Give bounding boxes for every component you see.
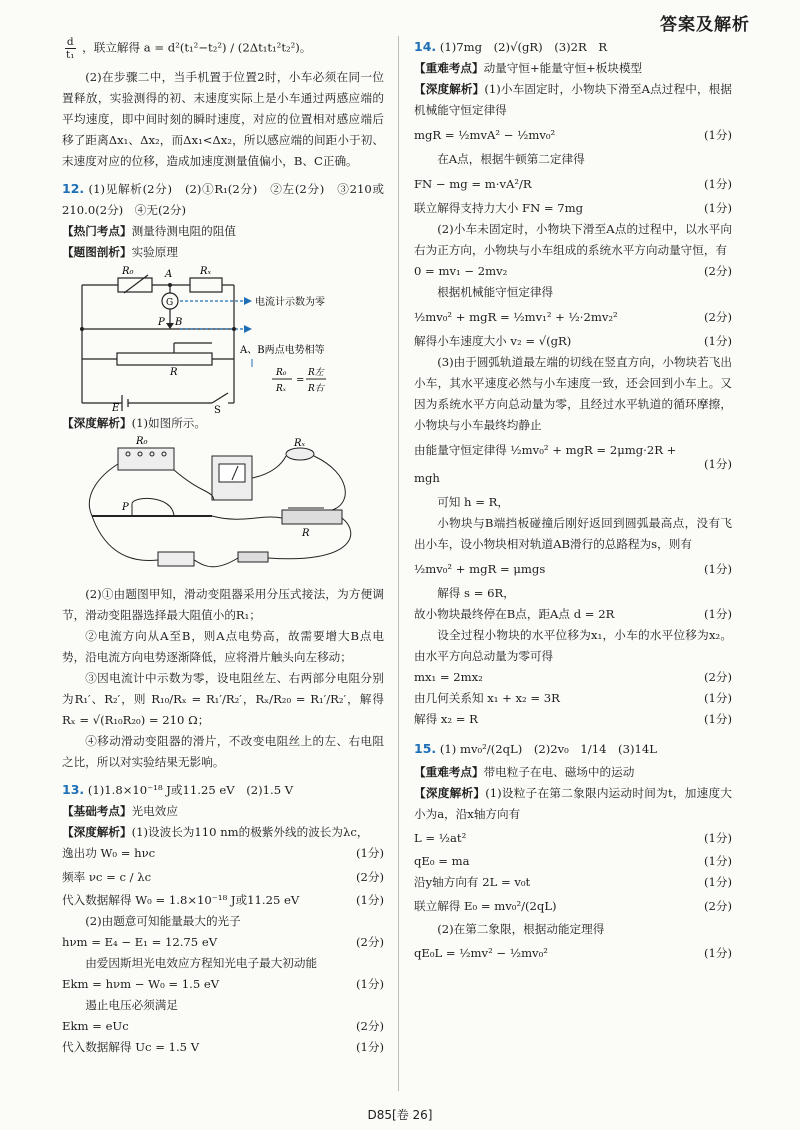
q15-line1: (1)设粒子在第二象限内运动时间为t，加速度大小为a，沿x轴方向有 — [414, 786, 732, 821]
score: (1分) — [703, 457, 732, 471]
score: (1分) — [355, 846, 384, 860]
q15-answer-text: (1) mv₀²/(2qL) (2)2v₀ 1/14 (3)14L — [439, 742, 657, 756]
q12-hot-point — [62, 221, 384, 242]
score: (1分) — [703, 334, 732, 348]
tag-figure-analysis: 【题图剖析】 — [62, 245, 132, 259]
tag-q15-deep: 【深度解析】 — [414, 786, 486, 800]
label-A: A — [165, 269, 173, 280]
step2-analysis: (2)在步骤二中，当手机置于位置2时，小车必须在同一位置释放，实验测得的初、末速度实际上是小车通过两感应端的平均速度，即中间时刻的瞬时速度，对应的位置相对感应端后移了距离Δx₁、Δx₂，而Δx₁<Δx₂，所以感应端的间距小于初、末速度对应的位移，造成加速度测量值偏小，B、C正确。 — [62, 70, 384, 168]
q14-line11: 故小物块最终停在B点，距A点 d = 2R — [414, 607, 615, 621]
photo-label-Rx: Rₓ — [294, 438, 306, 449]
q14-eq6 — [414, 555, 732, 583]
right-column — [414, 36, 732, 966]
circuit-diagram — [62, 263, 384, 413]
score: (1分) — [703, 607, 732, 621]
q13-eq-ekm — [62, 974, 384, 995]
q14-eq-geo — [414, 688, 732, 709]
q14-eq-x2 — [414, 709, 732, 730]
q13-line5: (2)由题意可知能量最大的光子 — [85, 914, 241, 928]
q14-deep-analysis — [414, 79, 732, 121]
q15-eq1-text: L = ½at² — [414, 831, 467, 845]
q15-key-point — [414, 762, 732, 783]
score: (1分) — [703, 831, 732, 845]
label-G: G — [166, 298, 174, 308]
q14-line2: 在A点，根据牛顿第二定律得 — [437, 152, 585, 166]
apparatus-drawing — [62, 434, 384, 584]
q15-eq1 — [414, 825, 732, 851]
q14-eq-fn — [414, 198, 732, 219]
left-column — [62, 36, 384, 1058]
q12-figure-analysis — [62, 242, 384, 263]
score: (1分) — [703, 128, 732, 142]
q15-eq5 — [414, 940, 732, 966]
q14-eq1 — [414, 121, 732, 149]
score: (2分) — [355, 935, 384, 949]
basic-point-text: 光电效应 — [131, 804, 178, 818]
q14-line4: (2)小车未固定时，小物块下滑至A点的过程中，以水平向右为正方向，小物块与小车组成的系统水平方向动量守恒，有 — [414, 222, 732, 257]
q15-key-point-text: 带电粒子在电、磁场中的运动 — [483, 765, 635, 779]
q13-deep-analysis — [62, 822, 384, 843]
label-E: E — [112, 403, 120, 413]
q13-line11: 代入数据解得 Uc = 1.5 V — [62, 1040, 200, 1054]
score: (1分) — [703, 712, 732, 726]
score: (1分) — [703, 875, 732, 889]
fraction-d-t1: $\frac{d}{\text{t₁}}$ — [66, 36, 75, 61]
q13-eq-result — [62, 890, 384, 911]
q14-eq3 — [414, 261, 732, 282]
q14-line7: (3)由于圆弧轨道最左端的切线在竖直方向，小物块若飞出小车，其水平速度必然与小车速度一致，还会回到小车上。又因为系统水平方向总动量为零，且经过水平轨道的循环摩擦，小物块与小车最终均静止 — [414, 355, 732, 432]
q14-eq2-text: FN − mg = m·vA²/R — [414, 177, 532, 191]
q14-eq2 — [414, 170, 732, 198]
score: (1分) — [703, 562, 732, 576]
q14-eq5-text: 由能量守恒定律得 ½mv₀² + mgR = 2μmg·2R + mgh — [414, 443, 677, 485]
figure-analysis-text: 实验原理 — [131, 245, 178, 259]
ratio-den-left: Rₓ — [276, 384, 286, 394]
q12-para2: (2)①由题图甲知，滑动变阻器采用分压式接法，为方便调节，滑动变阻器选择最大阻值小的R₁； — [62, 587, 384, 622]
q14-eq1-text: mgR = ½mvA² − ½mv₀² — [414, 128, 556, 142]
q14-eq-d — [414, 604, 732, 625]
q14-eq4-text: ½mv₀² + mgR = ½mv₁² + ½·2mv₂² — [414, 310, 618, 324]
score: (1分) — [703, 177, 732, 191]
column-divider — [398, 36, 399, 1091]
q13-eq-freq — [62, 864, 384, 890]
answer-continuation — [62, 36, 384, 61]
score: (2分) — [703, 899, 732, 913]
q14-key-point — [414, 58, 732, 79]
q13-line1: (1)设波长为110 nm的极紫外线的波长为λc， — [131, 825, 369, 839]
q15-number: 15. — [414, 741, 437, 756]
q14-eq7-text: mx₁ = 2mx₂ — [414, 670, 483, 684]
q13-answer — [62, 779, 384, 801]
equation-acceleration: ，联立解得 a = d²(t₁²−t₂²) / (2Δt₁t₁²t₂²)。 — [82, 40, 312, 55]
q13-line3: 频率 νc = c / λc — [62, 870, 152, 884]
q12-answer-text: (1)见解析(2分) (2)①R₁(2分) ②左(2分) ③210或210.0(2分) ④无(2分) — [62, 182, 384, 217]
q14-number: 14. — [414, 39, 437, 54]
ratio-den-right: R右 — [308, 384, 324, 394]
q13-eq-work — [62, 843, 384, 864]
score: (2分) — [355, 870, 384, 884]
photo-label-P: P — [122, 502, 129, 513]
tag-q15-key-point: 【重难考点】 — [414, 765, 484, 779]
q13-answer-text: (1)1.8×10⁻¹⁸ J或11.25 eV (2)1.5 V — [87, 783, 294, 797]
q13-line6: hνm = E₄ − E₁ = 12.75 eV — [62, 935, 218, 949]
q13-eq-photon — [62, 932, 384, 953]
q15-line2: (2)在第二象限，根据动能定理得 — [437, 922, 605, 936]
label-R: R — [170, 367, 178, 378]
q14-line6: 解得小车速度大小 v₂ = √(gR) — [414, 334, 572, 348]
q14-line8: 可知 h = R， — [437, 495, 509, 509]
label-S: S — [214, 405, 221, 413]
q13-eq-uc — [62, 1037, 384, 1058]
q15-eq3 — [414, 872, 732, 893]
apparatus-diagram — [62, 434, 384, 584]
q15-deep-analysis — [414, 783, 732, 825]
tag-deep-analysis: 【深度解析】 — [62, 416, 132, 430]
q14-line12: 设全过程小物块的水平位移为x₁，小车的水平位移为x₂。由水平方向总动量为零可得 — [414, 628, 732, 663]
score: (2分) — [355, 1019, 384, 1033]
q14-eq4 — [414, 303, 732, 331]
ratio-num-left: R₀ — [276, 368, 287, 378]
q13-line10: Ekm = eUc — [62, 1019, 129, 1033]
q14-eq7 — [414, 667, 732, 688]
tag-q13-deep: 【深度解析】 — [62, 825, 132, 839]
page-header: 答案及解析 — [660, 15, 750, 35]
q13-line8: Ekm = hνm − W₀ = 1.5 eV — [62, 977, 220, 991]
q15-answer — [414, 736, 732, 762]
q12-para5: ④移动滑动变阻器的滑片，不改变电阻丝上的左、右电阻之比，所以对实验结果无影响。 — [62, 734, 384, 769]
q12-answer — [62, 178, 384, 221]
score: (1分) — [703, 201, 732, 215]
q15-eq4-text: 联立解得 E₀ = mv₀²/(2qL) — [414, 899, 557, 913]
svg-text:=: = — [296, 375, 305, 386]
q14-answer — [414, 36, 732, 58]
q15-eq5-text: qE₀L = ½mv² − ½mv₀² — [414, 946, 548, 960]
q14-eq3-text: 0 = mv₁ − 2mv₂ — [414, 264, 508, 278]
q13-line4: 代入数据解得 W₀ = 1.8×10⁻¹⁸ J或11.25 eV — [62, 893, 300, 907]
score: (1分) — [355, 893, 384, 907]
q14-eq-v2 — [414, 331, 732, 352]
continuation-text — [62, 36, 311, 61]
q15-eq2-text: qE₀ = ma — [414, 854, 470, 868]
circuit-schematic — [62, 263, 384, 413]
note-current-zero: 电流计示数为零 — [255, 297, 325, 308]
q13-basic-point — [62, 801, 384, 822]
q15-eq2 — [414, 851, 732, 872]
note-equal-potential: A、B两点电势相等 — [240, 345, 325, 356]
q13-number: 13. — [62, 782, 85, 797]
label-Rx: Rₓ — [200, 266, 212, 277]
q14-line10: 解得 s = 6R， — [437, 586, 515, 600]
q15-eq4 — [414, 893, 732, 919]
page-footer: D85[卷 26] — [367, 1108, 433, 1122]
q12-para3: ②电流方向从A至B，则A点电势高，故需要增大B点电势，沿电流方向电势逐渐降低，应将滑片触头向左移动； — [62, 629, 384, 664]
q14-eq6-text: ½mv₀² + mgR = μmgs — [414, 562, 546, 576]
q12-deep-analysis — [62, 413, 384, 434]
tag-q14-deep: 【深度解析】 — [414, 82, 485, 96]
tag-basic-point: 【基础考点】 — [62, 804, 132, 818]
q14-line14: 解得 x₂ = R — [414, 712, 478, 726]
ratio-num-right: R左 — [308, 368, 324, 378]
score: (2分) — [703, 310, 732, 324]
q14-eq5 — [414, 436, 732, 492]
deep-analysis-text: (1)如图所示。 — [131, 416, 206, 430]
photo-label-R: R — [302, 528, 310, 539]
score: (2分) — [703, 670, 732, 684]
q14-line1: (1)小车固定时，小物块下滑至A点过程中，根据机械能守恒定律得 — [414, 82, 732, 117]
tag-key-point: 【重难考点】 — [414, 61, 484, 75]
score: (2分) — [703, 264, 732, 278]
q12-para4: ③因电流计中示数为零，设电阻丝左、右两部分电阻分别为R₁′、R₂′，则 R₁₀/Rₓ = R₁′/R₂′，Rₓ/R₂₀ = R₁′/R₂′，解得 Rₓ = √(R₁₀R₂₀) = 210 Ω； — [62, 671, 384, 727]
score: (1分) — [703, 854, 732, 868]
key-point-text: 动量守恒+能量守恒+板块模型 — [483, 61, 643, 75]
q14-line3: 联立解得支持力大小 FN = 7mg — [414, 201, 584, 215]
q13-eq-stop — [62, 1016, 384, 1037]
score: (1分) — [355, 1040, 384, 1054]
score: (1分) — [703, 946, 732, 960]
score: (1分) — [703, 691, 732, 705]
q12-number: 12. — [62, 181, 85, 196]
label-B: B — [175, 317, 183, 328]
q14-line13: 由几何关系知 x₁ + x₂ = 3R — [414, 691, 560, 705]
q13-line2: 逸出功 W₀ = hνc — [62, 846, 156, 860]
q14-answer-text: (1)7mg (2)√(gR) (3)2R R — [439, 40, 608, 54]
label-R0: R₀ — [122, 266, 134, 277]
q14-line9: 小物块与B端挡板碰撞后刚好返回到圆弧最高点，没有飞出小车，设小物块相对轨道AB滑行的总路程为s，则有 — [414, 516, 732, 551]
q15-eq3-text: 沿y轴方向有 2L = v₀t — [414, 875, 531, 889]
q13-line9: 遏止电压必须满足 — [85, 998, 178, 1012]
label-P: P — [158, 317, 165, 328]
photo-label-R0: R₀ — [136, 436, 148, 447]
score: (1分) — [355, 977, 384, 991]
hot-point-text: 测量待测电阻的阻值 — [131, 224, 236, 238]
q13-line7: 由爱因斯坦光电效应方程知光电子最大初动能 — [85, 956, 318, 970]
tag-hot-point: 【热门考点】 — [62, 224, 132, 238]
q14-line5: 根据机械能守恒定律得 — [437, 285, 554, 299]
